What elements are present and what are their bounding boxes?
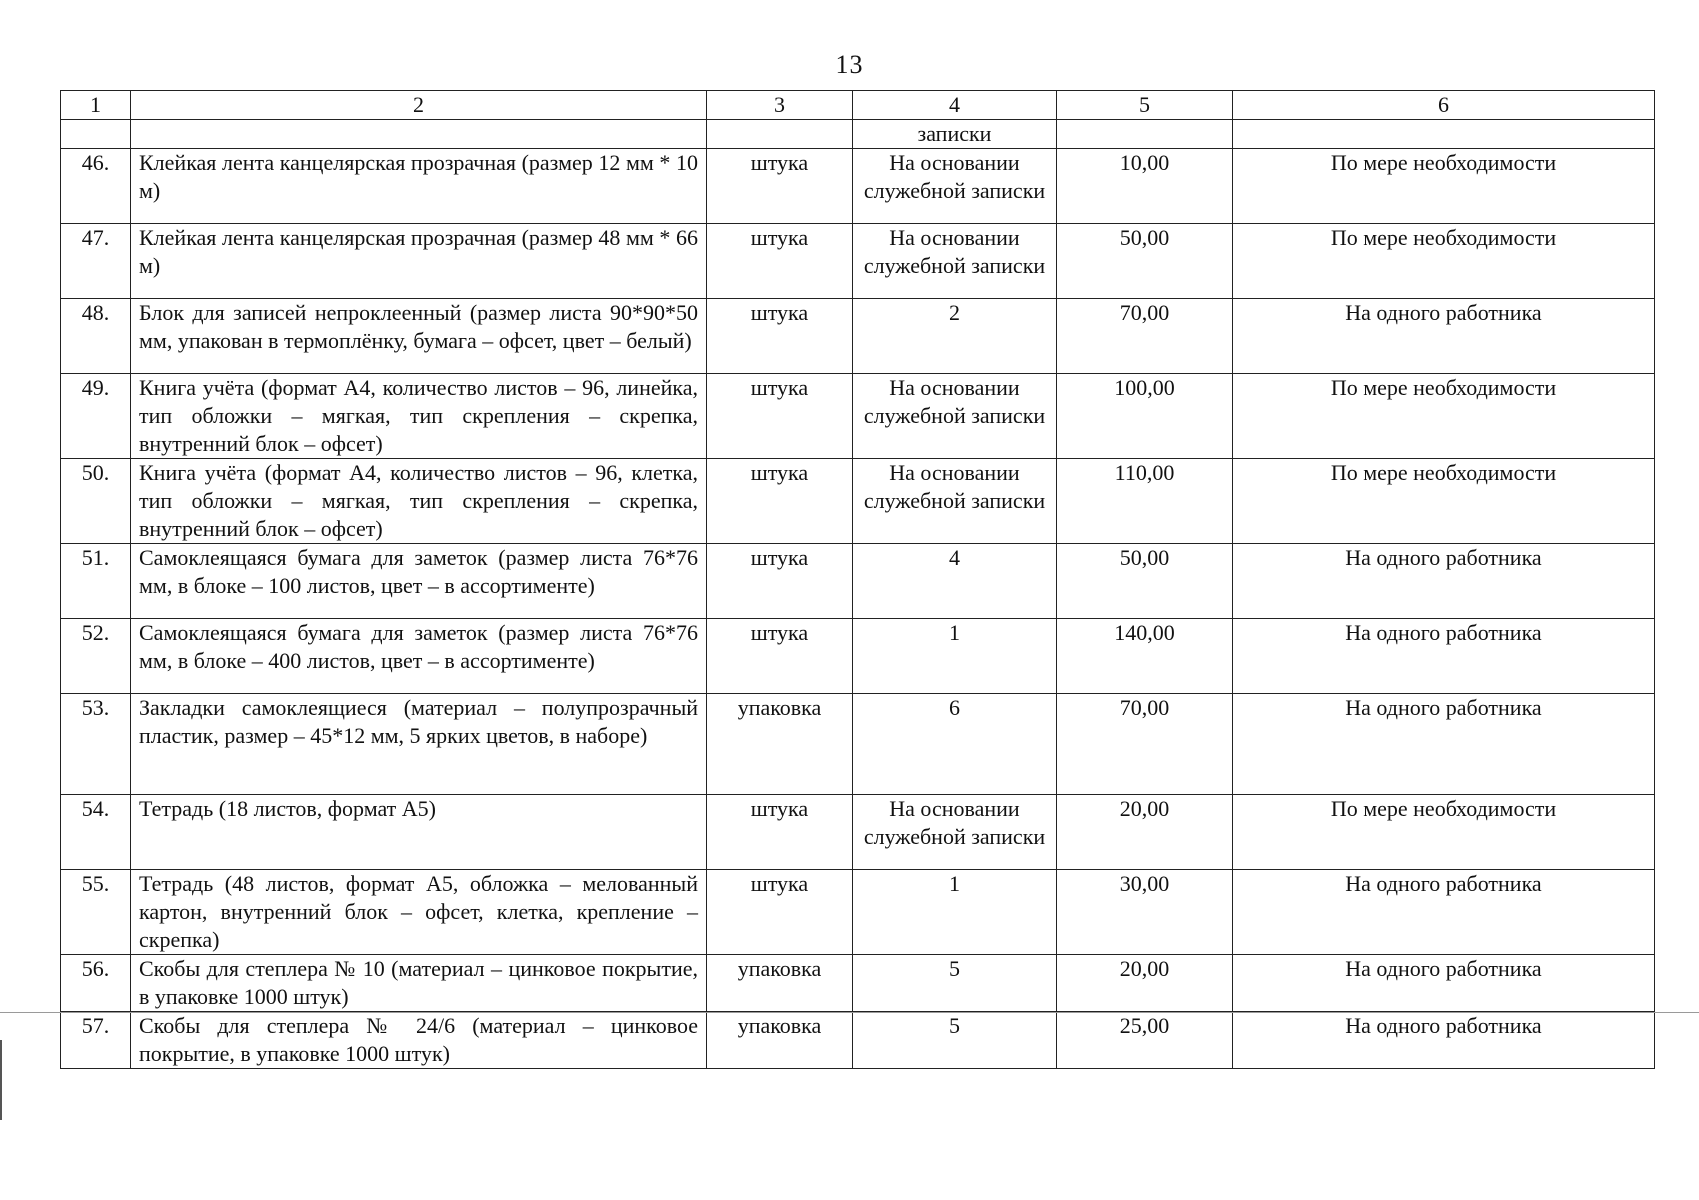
cell-num: 46. [61,149,131,224]
cell-unit: штука [707,870,853,955]
cell-price: 140,00 [1057,619,1233,694]
cell-unit: упаковка [707,955,853,1012]
cell-unit: штука [707,619,853,694]
cell-basis: На основании служебной записки [853,459,1057,544]
table-row [61,1012,1655,1069]
cell-freq: По мере необходимости [1233,795,1655,870]
cell-basis: 1 [853,619,1057,694]
cell-freq: По мере необходимости [1233,374,1655,459]
cell-price [1057,120,1233,149]
cell-unit: штука [707,374,853,459]
cell-unit: штука [707,795,853,870]
cell-basis: 2 [853,299,1057,374]
cell-price: 30,00 [1057,870,1233,955]
cell-num: 54. [61,795,131,870]
cell-name: Тетрадь (18 листов, формат А5) [131,795,707,870]
cell-freq: По мере необходимости [1233,224,1655,299]
cell-num [61,120,131,149]
cell-freq: На одного работника [1233,694,1655,795]
cell-freq: На одного работника [1233,1012,1655,1069]
header-cell: 6 [1233,91,1655,120]
cell-unit: штука [707,459,853,544]
cell-freq: На одного работника [1233,299,1655,374]
cell-num: 49. [61,374,131,459]
cell-freq: На одного работника [1233,619,1655,694]
header-cell: 5 [1057,91,1233,120]
cell-freq: По мере необходимости [1233,459,1655,544]
cell-name: Самоклеящаяся бумага для заметок (размер листа 76*76 мм, в блоке – 400 листов, цвет – в ассортименте) [131,619,707,694]
cell-name: Клейкая лента канцелярская прозрачная (размер 48 мм * 66 м) [131,224,707,299]
cell-name: Тетрадь (48 листов, формат А5, обложка – мелованный картон, внутренний блок – офсет, клетка, крепление – скрепка) [131,870,707,955]
cell-price: 70,00 [1057,694,1233,795]
table-row [61,544,1655,619]
cell-num: 51. [61,544,131,619]
table-row [61,374,1655,459]
table-row [61,955,1655,1012]
cell-unit: штука [707,224,853,299]
cell-freq: На одного работника [1233,870,1655,955]
header-cell: 2 [131,91,707,120]
cell-price: 10,00 [1057,149,1233,224]
cell-basis: На основании служебной записки [853,224,1057,299]
cell-price: 70,00 [1057,299,1233,374]
cell-basis: На основании служебной записки [853,795,1057,870]
cell-price: 110,00 [1057,459,1233,544]
norms-table [60,90,1655,1069]
cell-unit [707,120,853,149]
cell-name: Самоклеящаяся бумага для заметок (размер листа 76*76 мм, в блоке – 100 листов, цвет – в ассортименте) [131,544,707,619]
cell-price: 50,00 [1057,544,1233,619]
cell-name: Блок для записей непроклеенный (размер листа 90*90*50 мм, упакован в термоплёнку, бумага – офсет, цвет – белый) [131,299,707,374]
cell-unit: упаковка [707,1012,853,1069]
cell-unit: штука [707,299,853,374]
header-cell: 1 [61,91,131,120]
table-row [61,224,1655,299]
header-cell: 4 [853,91,1057,120]
header-row [61,91,1655,120]
cell-name: Скобы для степлера № 24/6 (материал – цинковое покрытие, в упаковке 1000 штук) [131,1012,707,1069]
table-row [61,459,1655,544]
page-number: 13 [835,50,864,79]
cell-num: 50. [61,459,131,544]
cell-num: 56. [61,955,131,1012]
continuation-row [61,120,1655,149]
cell-freq: По мере необходимости [1233,149,1655,224]
cell-freq: На одного работника [1233,955,1655,1012]
table-row [61,694,1655,795]
cell-unit: штука [707,149,853,224]
cell-unit: упаковка [707,694,853,795]
cell-price: 50,00 [1057,224,1233,299]
cell-freq: На одного работника [1233,544,1655,619]
cell-name: Скобы для степлера № 10 (материал – цинковое покрытие, в упаковке 1000 штук) [131,955,707,1012]
header-cell: 3 [707,91,853,120]
scan-artifact-edge [0,1040,2,1120]
cell-num: 47. [61,224,131,299]
cell-name [131,120,707,149]
cell-basis: записки [853,120,1057,149]
cell-num: 52. [61,619,131,694]
cell-price: 25,00 [1057,1012,1233,1069]
cell-basis: На основании служебной записки [853,374,1057,459]
cell-basis: 5 [853,1012,1057,1069]
table-row [61,619,1655,694]
cell-name: Книга учёта (формат А4, количество листов – 96, клетка, тип обложки – мягкая, тип скрепления – скрепка, внутренний блок – офсет) [131,459,707,544]
cell-unit: штука [707,544,853,619]
cell-num: 48. [61,299,131,374]
cell-num: 53. [61,694,131,795]
cell-freq [1233,120,1655,149]
cell-basis: 1 [853,870,1057,955]
cell-basis: На основании служебной записки [853,149,1057,224]
cell-num: 57. [61,1012,131,1069]
table-row [61,795,1655,870]
table-row [61,299,1655,374]
cell-basis: 4 [853,544,1057,619]
cell-basis: 6 [853,694,1057,795]
cell-name: Книга учёта (формат А4, количество листов – 96, линейка, тип обложки – мягкая, тип скрепления – скрепка, внутренний блок – офсет) [131,374,707,459]
cell-name: Закладки самоклеящиеся (материал – полупрозрачный пластик, размер – 45*12 мм, 5 ярких цветов, в наборе) [131,694,707,795]
cell-price: 20,00 [1057,795,1233,870]
table-row [61,149,1655,224]
cell-price: 20,00 [1057,955,1233,1012]
cell-basis: 5 [853,955,1057,1012]
cell-price: 100,00 [1057,374,1233,459]
table-row [61,870,1655,955]
cell-num: 55. [61,870,131,955]
cell-name: Клейкая лента канцелярская прозрачная (размер 12 мм * 10 м) [131,149,707,224]
scan-artifact-line [0,1012,1699,1013]
